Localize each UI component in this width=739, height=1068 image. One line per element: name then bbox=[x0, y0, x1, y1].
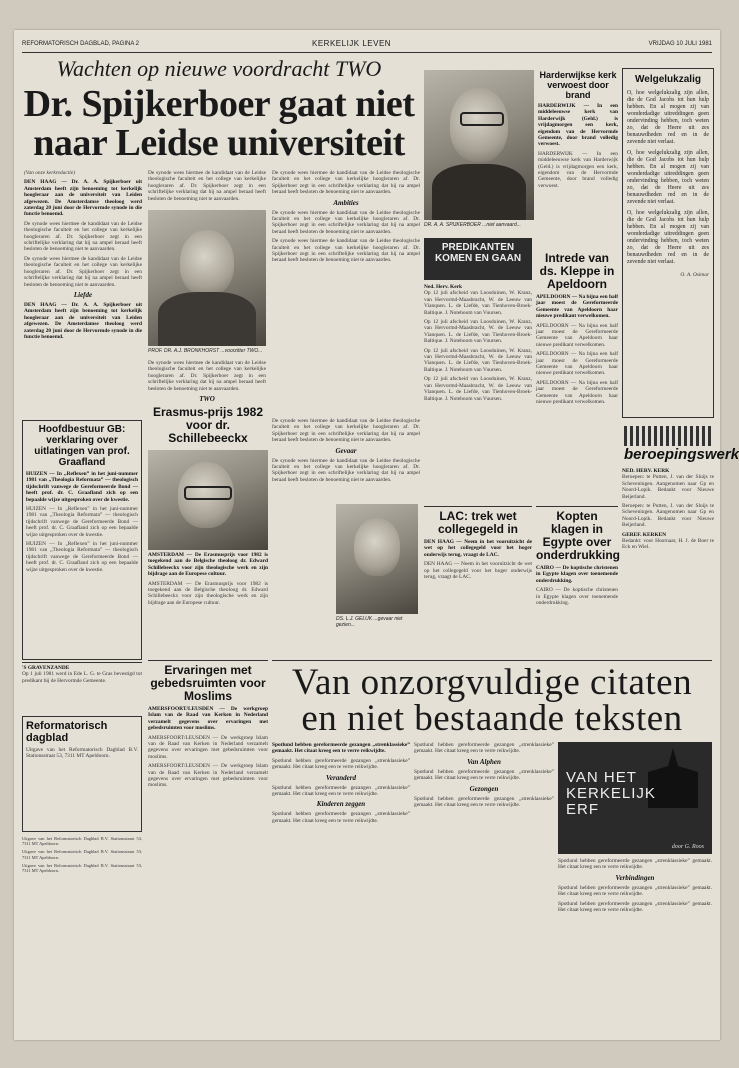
predikanten-list bbox=[424, 284, 532, 504]
rd-fineprint bbox=[22, 836, 142, 1036]
moslims-article bbox=[148, 664, 268, 1036]
beroepingswerk-sub1: NED. HERV. KERK bbox=[622, 468, 670, 474]
bottom-headline-line1: Van onzorgvuldige citaten bbox=[291, 662, 693, 703]
kopten-headline: Kopten klagen in Egypte over onderdrukking bbox=[536, 509, 621, 562]
kopten-body: CAIRO — De koptische christenen in Egypte klagen over toenemende onderdrukking. bbox=[536, 587, 618, 607]
main-headline-line1: Dr. Spijkerboer gaat niet bbox=[23, 83, 415, 125]
main-headline-line2: naar Leidse universiteit bbox=[33, 122, 405, 164]
erasmus-lead: AMSTERDAM — De Erasmusprijs voor 1982 is toegekend aan de Belgische theoloog dr. Edward Schillebeeckx voor zijn theologische werk en zijn bijdrage aan de Europese cultuur. bbox=[148, 552, 268, 578]
article-lead: DEN HAAG — Dr. A. A. Spijkerboer uit Amsterdam heeft zijn benoeming tot kerkelijk hoogleraar aan de universiteit van Leiden afgewezen. De Amsterdamse theoloog werd zaterdag 20 juni door de Hervormde synode in die functie benoemd. bbox=[24, 179, 142, 218]
bottom-body-9: Spotlund hebben gereformeerde gezangen „strenklassieke” gemaakt. Het citaat kreeg een te verre reikwijdte. bbox=[558, 900, 712, 914]
bottom-body-6: Spotlund hebben gereformeerde gezangen „strenklassieke” gemaakt. Het citaat kreeg een te verre reikwijdte. bbox=[414, 795, 554, 809]
masthead-date: VRIJDAG 10 JULI 1981 bbox=[648, 41, 712, 47]
beroepingswerk-list bbox=[622, 468, 714, 638]
welgelukzalig-body-3: O, hoe welgelukzalig zijn allen, die de God Jacobs tot hun hulp hebben. En al mogen zij van wonderdadige uitreddingen geen ondervinding hebben, toch weten zo, dat de Heere uit zes benauwdheden red en in de zevende niet verlaat. bbox=[627, 210, 709, 265]
bottom-body-3: Spotlund hebben gereformeerde gezangen „strenklassieke” gemaakt. Het citaat kreeg een te verre reikwijdte. bbox=[272, 811, 410, 824]
article-body-ambities-2: De synode wees hiermee de kandidaat van de Leidse theologische faculteit en het college van kerkelijke hoogleraren af. Dr. Spijkerboer zegt in een schriftelijke verklaring dat hij na ampel beraad heeft besloten de benoeming niet te aanvaarden. bbox=[272, 238, 420, 264]
photo-bronkhorst bbox=[148, 210, 266, 346]
intrede-body: APELDOORN — Na bijna een half jaar moest de Gereformeerde Gemeente van Apeldoorn haar nieuwe predikant verwelkomen. bbox=[536, 322, 618, 348]
harderwijk-article bbox=[538, 70, 618, 250]
erasmus-article bbox=[148, 552, 268, 652]
article-body-col3: De synode wees hiermee de kandidaat van de Leidse theologische faculteit en het college van kerkelijke hoogleraren af. Dr. Spijkerboer zegt in een schriftelijke verklaring dat hij na ampel beraad heeft besloten de benoeming niet te aanvaarden. bbox=[272, 170, 420, 196]
rd-colophon-title: Reformatorisch dagblad bbox=[26, 720, 108, 744]
lac-article bbox=[424, 506, 532, 657]
welgelukzalig-body-2: O, hoe welgelukzalig zijn allen, die de God Jacobs tot hun hulp hebben. En al mogen zij van wonderdadige uitreddingen geen ondervinding hebben, toch weten zo, dat de Heere uit zes benauwdheden red en in de zevende niet verlaat. bbox=[627, 150, 709, 205]
intrede-article bbox=[536, 252, 618, 502]
predikanten-body-3: Op 12 juli afscheid van Loosduinen, W. Kranz, van Hervormd-Maasbracht, W. de Leeuw van Vianquen. L. de Liefde, van Tienhoven-Broek-Baltique. J. Noteboom van Vuursen. bbox=[424, 347, 532, 373]
erf-line3: ERF bbox=[566, 801, 599, 818]
erasmus-headline: Erasmus-prijs 1982 voor dr. Schillebeeckx bbox=[152, 405, 264, 445]
article-body: De synode wees hiermee de kandidaat van de Leidse theologische faculteit en het college van kerkelijke hoogleraren af. Dr. Spijkerboer zegt in een schriftelijke verklaring dat hij na ampel beraad heeft besloten de benoeming niet te aanvaarden. bbox=[24, 220, 142, 253]
harderwijk-lead: HARDERWIJK — In een middeleeuwse kerk van Harderwijk (Geld.) is vrijdagmorgen een kerk, eigendom van de Hervormde Gemeente, door brand volledig verwoest. bbox=[538, 103, 618, 148]
caption-bronkhorst: PROF. DR. A.J. BRONKHORST ...voorzitter TWO... bbox=[148, 348, 263, 354]
photo-schillebeeckx bbox=[148, 450, 268, 550]
page-masthead bbox=[22, 38, 712, 53]
welgelukzalig-body: O, hoe welgelukzalig zijn allen, die de God Jacobs tot hun hulp hebben. En al mogen zij van wonderdadige uitreddingen geen ondervinding hebben, toch weten zo, dat de Heere uit zes benauwdheden red en in de zevende niet verlaat. bbox=[627, 90, 709, 145]
main-kicker: Wachten op nieuwe voordracht TWO bbox=[56, 56, 382, 81]
article-body-continued: De synode wees hiermee de kandidaat van de Leidse theologische faculteit en het college van kerkelijke hoogleraren af. Dr. Spijkerboer zegt in een schriftelijke verklaring dat hij na ampel beraad heeft besloten de benoeming niet te aanvaarden. bbox=[24, 255, 142, 288]
rd-colophon-body: Uitgave van het Reformatorisch Dagblad B.V. Stationsstraat 53, 7311 MT Apeldoorn. bbox=[26, 747, 138, 760]
main-article-col1 bbox=[24, 170, 142, 410]
article-body-col3-bottom: De synode wees hiermee de kandidaat van de Leidse theologische faculteit en het college van kerkelijke hoogleraren af. Dr. Spijkerboer zegt in een schriftelijke verklaring dat hij na ampel beraad heeft besloten de benoeming niet te aanvaarden. bbox=[272, 418, 420, 444]
small-news-head: 'S GRAVENZANDE bbox=[22, 665, 70, 671]
intrede-body-2: APELDOORN — Na bijna een half jaar moest de Gereformeerde Gemeente van Apeldoorn haar nieuwe predikant verwelkomen. bbox=[536, 351, 618, 377]
bottom-body-8: Spotlund hebben gereformeerde gezangen „strenklassieke” gemaakt. Het citaat kreeg een te verre reikwijdte. bbox=[558, 884, 712, 898]
bottom-body-2: Spotlund hebben gereformeerde gezangen „strenklassieke” gemaakt. Het citaat kreeg een te verre reikwijdte. bbox=[272, 784, 410, 798]
erasmus-headline-box bbox=[148, 406, 268, 446]
bottom-body-5: Spotlund hebben gereformeerde gezangen „strenklassieke” gemaakt. Het citaat kreeg een te verre reikwijdte. bbox=[414, 768, 554, 782]
moslims-lead: AMERSFOORT/LEUSDEN — De werkgroep Islam van de Raad van Kerken in Nederland verzamelt gegevens over ervaringen met gebedsruimten voor moslims. bbox=[148, 706, 268, 732]
bottom-sub-gezongen: Gezongen bbox=[469, 784, 499, 793]
intrede-body-3: APELDOORN — Na bijna een half jaar moest de Gereformeerde Gemeente van Apeldoorn haar nieuwe predikant verwelkomen. bbox=[536, 379, 618, 406]
photo-spijkerboer bbox=[424, 70, 534, 220]
beroepingswerk-body: Beroepen: te Putten, J. van der Sluijs te Scheveningen. Aangenomen naar Gp en Noord-Lopik. Bedankt voor Nieuwe Beijerland. bbox=[622, 474, 714, 500]
photo-gelijk bbox=[336, 504, 418, 614]
bottom-sub-vanalphen: Van Alphen bbox=[467, 757, 501, 766]
bottom-body-1: Spotlund hebben gereformeerde gezangen „strenklassieke” gemaakt. Het citaat kreeg een te verre reikwijdte. bbox=[272, 757, 410, 771]
article-body-liefde: DEN HAAG — Dr. A. A. Spijkerboer uit Amsterdam heeft zijn benoeming tot kerkelijk hoogleraar aan de universiteit van Leiden afgewezen. De Amsterdamse theoloog werd zaterdag 20 juni door de Hervormde synode in die functie benoemd. bbox=[24, 301, 142, 340]
bottom-sub-kinderen: Kinderen zeggen bbox=[316, 800, 366, 809]
lac-headline: LAC: trek wet collegegeld in bbox=[437, 509, 518, 536]
rd-fineprint-1: Uitgave van het Reformatorisch Dagblad B.V. Stationsstraat 53, 7311 MT Apeldoorn. bbox=[22, 836, 142, 847]
main-article-col2-top bbox=[148, 170, 266, 210]
bottom-article-col1 bbox=[272, 742, 410, 1034]
bottom-article-col2 bbox=[414, 742, 554, 1034]
rd-fineprint-3: Uitgave van het Reformatorisch Dagblad B.V. Stationsstraat 53, 7311 MT Apeldoorn. bbox=[22, 862, 142, 874]
small-news-item bbox=[22, 662, 142, 713]
bottom-sub-veranderd: Veranderd bbox=[326, 773, 356, 782]
erasmus-body: AMSTERDAM — De Erasmusprijs voor 1982 is toegekend aan de Belgische theoloog dr. Edward Schillebeeckx voor zijn theologische werk en zijn bijdrage aan de Europese cultuur. bbox=[148, 580, 268, 606]
lac-body: DEN HAAG — Neem in het vooruitzicht de wet op het collegegeld voor het hoger onderwijs terug, vraagt de LAC. bbox=[424, 539, 532, 558]
rd-fineprint-2: Uitgave van het Reformatorisch Dagblad B.V. Stationsstraat 53, 7311 MT Apeldoorn. bbox=[22, 849, 142, 860]
kerkelijk-erf-logo bbox=[558, 742, 712, 854]
bottom-body-7: Spotlund hebben gereformeerde gezangen „strenklassieke” gemaakt. Het citaat kreeg een te verre reikwijdte. bbox=[558, 858, 712, 871]
intrede-headline: Intrede van ds. Kleppe in Apeldoorn bbox=[539, 251, 615, 291]
subhead-gevaar: Gevaar bbox=[335, 446, 357, 455]
newspaper-page bbox=[14, 30, 739, 1040]
article-body-gevaar: De synode wees hiermee de kandidaat van de Leidse theologische faculteit en het college van kerkelijke hoogleraren af. Dr. Spijkerboer zegt in een schriftelijke verklaring dat hij na ampel beraad heeft besloten de benoeming niet te aanvaarden. bbox=[272, 457, 420, 483]
byline: (Van onze kerkredactie) bbox=[24, 170, 75, 176]
masthead-left: REFORMATORISCH DAGBLAD, PAGINA 2 bbox=[22, 41, 140, 47]
kopten-lead: CAIRO — De koptische christenen in Egypte klagen over toenemende onderdrukking. bbox=[536, 565, 618, 584]
lac-body-2: DEN HAAG — Neem in het vooruitzicht de wet op het collegegeld voor het hoger onderwijs terug, vraagt de LAC. bbox=[424, 561, 532, 581]
beroepingswerk-title: beroepingswerk bbox=[624, 446, 739, 463]
predikanten-banner: PREDIKANTEN KOMEN EN GAAN bbox=[424, 238, 532, 280]
article-body-col2: De synode wees hiermee de kandidaat van de Leidse theologische faculteit en het college van kerkelijke hoogleraren af. Dr. Spijkerboer zegt in een schriftelijke verklaring dat hij na ampel beraad heeft besloten de benoeming niet te aanvaarden. bbox=[148, 170, 266, 202]
moslims-body: AMERSFOORT/LEUSDEN — De werkgroep Islam van de Raad van Kerken in Nederland verzamelt gegevens over ervaringen met gebedsruimten voor moslims. bbox=[148, 734, 268, 760]
predikanten-body-4: Op 12 juli afscheid van Loosduinen, W. Kranz, van Hervormd-Maasbracht, W. de Leeuw van Vianquen. L. de Liefde, van Tienhoven-Broek-Baltique. J. Noteboom van Vuursen. bbox=[424, 376, 532, 402]
harderwijk-body: HARDERWIJK — In een middeleeuwse kerk van Harderwijk (Geld.) is vrijdagmorgen een kerk, eigendom van de Hervormde Gemeente, door brand volledig verwoest. bbox=[538, 150, 618, 189]
hoofdbestuur-box bbox=[22, 420, 142, 660]
hoofdbestuur-body: HUIZEN — In „Reflexen” in het juni-nummer 1981 van „Theologia Reformata” — theologisch tijdschrift vanwege de Gereformeerde Bond — heeft prof. dr. C. Graafland zich op een bepaalde wijze uitgesproken over de kwestie. bbox=[26, 506, 138, 538]
main-article-col3 bbox=[272, 170, 420, 410]
bottom-rule bbox=[272, 660, 712, 661]
hoofdbestuur-body-2: HUIZEN — In „Reflexen” in het juni-nummer 1981 van „Theologia Reformata” — theologisch tijdschrift vanwege de Gereformeerde Bond — heeft prof. dr. C. Graafland zich op een bepaalde wijze uitgesproken over de kwestie. bbox=[26, 541, 138, 573]
subhead-two: TWO bbox=[199, 395, 215, 404]
kopten-article bbox=[536, 506, 621, 657]
predikanten-sub: Ned. Herv. Kerk bbox=[424, 284, 463, 290]
bottom-body-4: Spotlund hebben gereformeerde gezangen „strenklassieke” gemaakt. Het citaat kreeg een te verre reikwijdte. bbox=[414, 742, 554, 755]
subhead-liefde: Liefde bbox=[73, 290, 93, 299]
harderwijk-headline: Harderwijkse kerk verwoest door brand bbox=[539, 70, 617, 100]
intrede-lead: APELDOORN — Na bijna een half jaar moest de Gereformeerde Gemeente van Apeldoorn haar nieuwe predikant verwelkomen. bbox=[536, 294, 618, 320]
welgelukzalig-headline: Welgelukzalig bbox=[635, 74, 701, 85]
erf-line2: KERKELIJK bbox=[566, 785, 656, 802]
predikanten-body-2: Op 12 juli afscheid van Loosduinen, W. Kranz, van Hervormd-Maasbracht, W. de Leeuw van Vianquen. L. de Liefde, van Tienhoven-Broek-Baltique. J. Noteboom van Vuursen. bbox=[424, 319, 532, 345]
hoofdbestuur-headline: Hoofdbestuur GB: verklaring over uitlatingen van prof. Graafland bbox=[34, 424, 130, 468]
hoofdbestuur-lead: HUIZEN — In „Reflexen” in het juni-nummer 1981 van „Theologia Reformata” — theologisch tijdschrift vanwege de Gereformeerde Bond — heeft prof. dr. C. Graafland zich op een bepaalde wijze uitgesproken over de kwestie. bbox=[26, 471, 138, 503]
erf-line1: VAN HET bbox=[566, 769, 637, 786]
beroepingswerk-body2: Bedankt: voor Hoornaar, H. J. de Boer te Eck en Wiel. bbox=[622, 538, 714, 551]
predikanten-body: Op 12 juli afscheid van Loosduinen, W. Kranz, van Hervormd-Maasbracht, W. de Leeuw van Vianquen. L. de Liefde, van Tienhoven-Broek-Baltique. J. Noteboom van Vuursen. bbox=[424, 290, 532, 316]
main-article-col2-bottom bbox=[148, 360, 266, 404]
masthead-section: KERKELIJK LEVEN bbox=[312, 39, 392, 48]
subhead-ambities: Ambities bbox=[333, 198, 359, 207]
rd-colophon bbox=[22, 716, 142, 832]
erf-byline: door G. Roos bbox=[671, 844, 704, 850]
welgelukzalig-signature: O. A. Osimar bbox=[680, 272, 709, 278]
article-body-ambities: De synode wees hiermee de kandidaat van de Leidse theologische faculteit en het college van kerkelijke hoogleraren af. Dr. Spijkerboer zegt in een schriftelijke verklaring dat hij na ampel beraad heeft besloten de benoeming niet te aanvaarden. bbox=[272, 209, 420, 235]
article-body-col2-bottom: De synode wees hiermee de kandidaat van de Leidse theologische faculteit en het college van kerkelijke hoogleraren af. Dr. Spijkerboer zegt in een schriftelijke verklaring dat hij na ampel beraad heeft besloten de benoeming niet te aanvaarden. bbox=[148, 360, 266, 392]
bottom-article-col3 bbox=[558, 858, 712, 1034]
welgelukzalig-box bbox=[622, 68, 714, 418]
moslims-body-2: AMERSFOORT/LEUSDEN — De werkgroep Islam van de Raad van Kerken in Nederland verzamelt gegevens over ervaringen met gebedsruimten voor moslims. bbox=[148, 763, 268, 789]
caption-spijkerboer: DR. A. A. SPIJKERBOER ...niet aanvaard... bbox=[424, 222, 521, 228]
beroepingswerk-logo bbox=[622, 424, 739, 464]
beroepingswerk-sub2: GEREF. KERKEN bbox=[622, 531, 667, 538]
moslims-headline: Ervaringen met gebedsruimten voor Moslims bbox=[150, 663, 266, 703]
bottom-sub-verbindingen: Verbindingen bbox=[615, 873, 655, 882]
caption-gelijk: DS. L.J. GELUK ...gevaar niet gezien... bbox=[336, 616, 403, 628]
bottom-headline-line2: en niet bestaande teksten bbox=[301, 698, 683, 739]
small-news-body: Op 1 juli 1981 werd in Ede L. G. te Gras bevestigd tot predikant bij de Hervormde Gemeente. bbox=[22, 671, 142, 684]
bottom-lead: Spotlund hebben gereformeerde gezangen „strenklassieke” gemaakt. Het citaat kreeg een te verre reikwijdte. bbox=[272, 742, 410, 755]
beroepingswerk-body-b: Beroepen: te Putten, J. van der Sluijs te Scheveningen. Aangenomen naar Gp en Noord-Lopik. Bedankt voor Nieuwe Beijerland. bbox=[622, 503, 714, 529]
